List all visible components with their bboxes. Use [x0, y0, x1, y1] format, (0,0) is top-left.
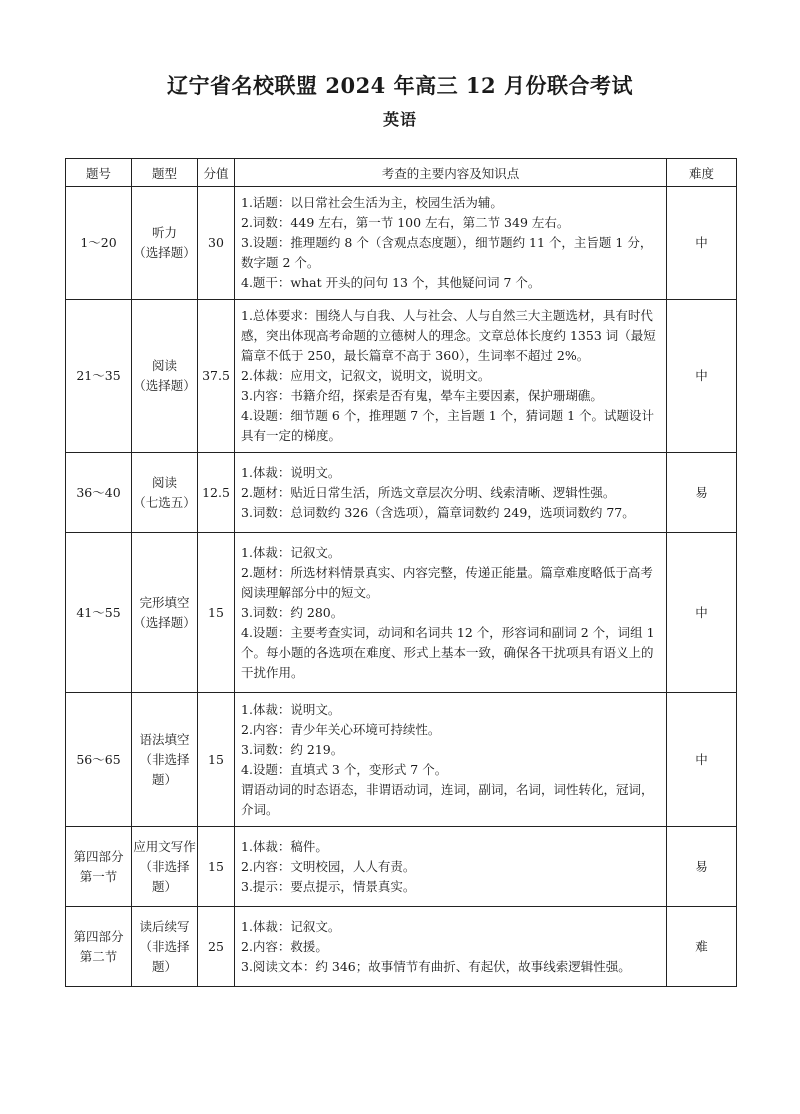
content-line: 3.阅读文本：约 346；故事情节有曲折、有起伏，故事线索逻辑性强。: [241, 958, 631, 974]
question-type-cell: [132, 187, 198, 300]
question-type-line: 阅读: [151, 474, 177, 490]
score-cell: 15: [198, 693, 235, 827]
content-cell: [235, 907, 667, 987]
content-cell: [235, 300, 667, 453]
question-number-cell: [66, 827, 132, 907]
table-row: [66, 693, 737, 827]
exam-analysis-table: [65, 158, 737, 987]
content-line: 4.设题：直填式 3 个，变形式 7 个。: [241, 761, 448, 777]
header-question-number: 题号: [66, 159, 132, 187]
question-type-line: 读后续写: [139, 918, 190, 934]
question-number-line: 36～40: [76, 484, 121, 500]
score-cell: 30: [198, 187, 235, 300]
content-line: 2.内容：青少年关心环境可持续性。: [241, 721, 441, 737]
content-line: 3.提示：要点提示，情景真实。: [241, 878, 416, 894]
content-line: 1.体裁：稿件。: [241, 838, 328, 854]
question-number-cell: [66, 300, 132, 453]
document-title: 辽宁省名校联盟 2024 年高三 12 月份联合考试: [167, 73, 633, 98]
table-row: [66, 300, 737, 453]
header-score: 分值: [198, 159, 235, 187]
content-line: 1.体裁：记叙文。: [241, 544, 341, 560]
question-type-line: 完形填空: [139, 594, 190, 610]
question-number-line: 第四部分: [73, 928, 124, 944]
question-type-cell: [132, 693, 198, 827]
content-line: 3.设题：推理题约 8 个（含观点态度题），细节题约 11 个，主旨题 1 分，数字题 2 个。: [241, 235, 653, 270]
table-row: [66, 453, 737, 533]
difficulty-cell: 中: [667, 693, 737, 827]
question-type-line: 语法填空: [139, 731, 190, 747]
content-line: 4.题干：what 开头的问句 13 个，其他疑问词 7 个。: [241, 275, 541, 290]
content-line: 1.话题：以日常社会生活为主，校园生活为辅。: [241, 195, 503, 210]
content-cell: [235, 827, 667, 907]
content-line: 4.设题：主要考查实词，动词和名词共 12 个，形容词和副词 2 个，词组 1 个。每小题的各选项在难度、形式上基本一致，确保各干扰项具有语义上的干扰作用。: [241, 624, 655, 680]
difficulty-cell: 中: [667, 187, 737, 300]
score-cell: 12.5: [198, 453, 235, 533]
question-type-line: 阅读: [151, 358, 177, 373]
content-cell: [235, 533, 667, 693]
question-type-line: （非选择题）: [139, 938, 190, 974]
content-line: 2.词数：449 左右，第一节 100 左右，第二节 349 左右。: [241, 215, 570, 230]
content-line: 2.内容：救援。: [241, 938, 328, 954]
content-line: 2.内容：文明校园，人人有责。: [241, 858, 416, 874]
subject-title: 英语: [382, 110, 417, 129]
content-line: 1.体裁：说明文。: [241, 701, 341, 717]
content-line: 3.词数：总词数约 326（含选项），篇章词数约 249，选项词数约 77。: [241, 504, 635, 520]
table-row: [66, 827, 737, 907]
difficulty-cell: 中: [667, 300, 737, 453]
score-cell: 25: [198, 907, 235, 987]
question-type-cell: [132, 533, 198, 693]
table-row: [66, 533, 737, 693]
question-number-line: 第一节: [79, 868, 118, 884]
difficulty-cell: 难: [667, 907, 737, 987]
question-type-line: 听力: [151, 225, 177, 240]
question-number-line: 41～55: [76, 604, 121, 620]
content-line: 2.体裁：应用文，记叙文，说明文，说明文。: [241, 368, 491, 383]
content-line: 2.题材：贴近日常生活，所选文章层次分明、线索清晰、逻辑性强。: [241, 484, 616, 500]
difficulty-cell: 易: [667, 453, 737, 533]
difficulty-cell: 中: [667, 533, 737, 693]
header-difficulty: 难度: [667, 159, 737, 187]
score-cell: 15: [198, 827, 235, 907]
content-line: 3.词数：约 219。: [241, 741, 344, 757]
question-type-line: （选择题）: [133, 614, 196, 630]
question-number-line: 21～35: [76, 368, 121, 383]
question-number-line: 56～65: [76, 751, 121, 767]
question-type-cell: [132, 827, 198, 907]
question-type-line: 应用文写作: [133, 838, 196, 854]
table-row: [66, 907, 737, 987]
content-line: 3.词数：约 280。: [241, 604, 344, 620]
question-number-cell: [66, 533, 132, 693]
question-number-cell: [66, 693, 132, 827]
content-line: 谓语动词的时态语态，非谓语动词，连词，副词，名词，词性转化，冠词，介词。: [241, 781, 654, 817]
content-line: 3.内容：书籍介绍，探索是否有鬼，晕车主要因素，保护珊瑚礁。: [241, 388, 603, 403]
question-number-line: 第二节: [79, 948, 118, 964]
question-type-cell: [132, 453, 198, 533]
question-type-cell: [132, 907, 198, 987]
header-content: 考查的主要内容及知识点: [235, 159, 667, 187]
header-question-type: 题型: [132, 159, 198, 187]
content-cell: [235, 693, 667, 827]
question-number-cell: [66, 187, 132, 300]
score-cell: 37.5: [198, 300, 235, 453]
question-number-line: 第四部分: [73, 848, 124, 864]
question-type-cell: [132, 300, 198, 453]
question-type-line: （选择题）: [133, 378, 196, 393]
content-line: 1.体裁：记叙文。: [241, 918, 341, 934]
content-cell: [235, 187, 667, 300]
content-line: 1.总体要求：围绕人与自我、人与社会、人与自然三大主题选材，具有时代感，突出体现高考命题的立德树人的理念。文章总体长度约 1353 词（最短篇章不低于 250，最长篇章不高于 360），生词率不超过 2%。: [241, 308, 656, 363]
difficulty-cell: 易: [667, 827, 737, 907]
question-type-line: （非选择题）: [139, 751, 190, 787]
table-row: [66, 187, 737, 300]
content-cell: [235, 453, 667, 533]
content-line: 2.题材：所选材料情景真实、内容完整，传递正能量。篇章难度略低于高考阅读理解部分中的短文。: [241, 564, 653, 600]
question-type-line: （非选择题）: [139, 858, 190, 894]
content-line: 1.体裁：说明文。: [241, 464, 341, 480]
question-number-cell: [66, 907, 132, 987]
question-type-line: （选择题）: [133, 245, 196, 260]
table-header-row: [66, 159, 737, 187]
question-number-line: 1～20: [80, 235, 117, 250]
question-number-cell: [66, 453, 132, 533]
score-cell: 15: [198, 533, 235, 693]
question-type-line: （七选五）: [133, 494, 196, 510]
content-line: 4.设题：细节题 6 个，推理题 7 个，主旨题 1 个，猜词题 1 个。试题设计具有一定的梯度。: [241, 408, 655, 443]
